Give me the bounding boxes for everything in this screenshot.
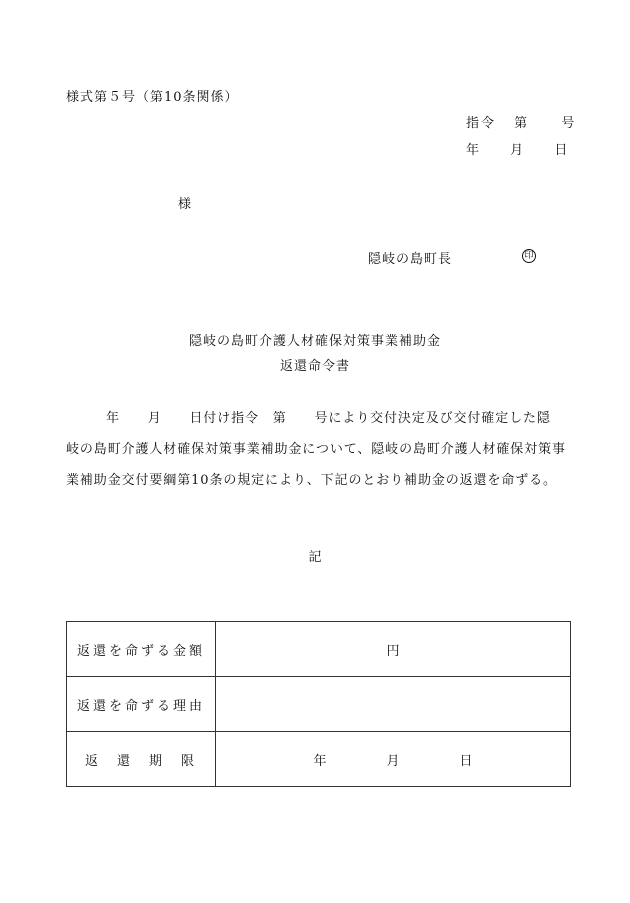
- doc-number-go: 号: [561, 116, 575, 131]
- table-row: [67, 677, 571, 732]
- document-number: [466, 112, 574, 131]
- table-row: [67, 732, 571, 787]
- body-paragraph: [66, 403, 566, 496]
- form-number: 様式第５号（第10条関係）: [66, 90, 239, 105]
- doc-number-label: 指令: [466, 116, 497, 131]
- doc-number-dai: 第: [514, 116, 528, 131]
- deadline-day: 日: [459, 753, 473, 769]
- table-row: [67, 622, 571, 677]
- seal-mark: 印: [522, 249, 536, 263]
- reason-label: 返還を命ずる理由: [67, 677, 216, 732]
- issuer-name: 隠岐の島町長: [368, 252, 453, 267]
- deadline-year: 年: [313, 753, 327, 769]
- amount-label: 返還を命ずる金額: [67, 622, 216, 677]
- date-year: 年: [466, 143, 480, 158]
- date-month: 月: [510, 143, 524, 158]
- body-line-1: 年 月 日付け指令 第 号により交付決定及び交付確定した隠: [106, 411, 551, 426]
- deadline-label: 返 還 期 限: [67, 732, 216, 787]
- deadline-month: 月: [386, 753, 400, 769]
- return-order-table: [66, 621, 571, 787]
- ki-heading: 記: [308, 550, 322, 565]
- date-day: 日: [554, 143, 568, 158]
- document-title: 隠岐の島町介護人材確保対策事業補助金: [188, 334, 441, 349]
- body-line-3: 業補助金交付要綱第10条の規定により、下記のとおり補助金の返還を命ずる。: [66, 473, 557, 488]
- addressee-suffix: 様: [178, 197, 192, 212]
- reason-value: [216, 677, 571, 732]
- body-line-2: 岐の島町介護人材確保対策事業補助金について、隠岐の島町介護人材確保対策事: [66, 442, 566, 457]
- deadline-value: [216, 732, 571, 787]
- issue-date: [466, 139, 567, 158]
- amount-value: 円: [216, 622, 571, 677]
- document-subtitle: 返還命令書: [279, 359, 350, 374]
